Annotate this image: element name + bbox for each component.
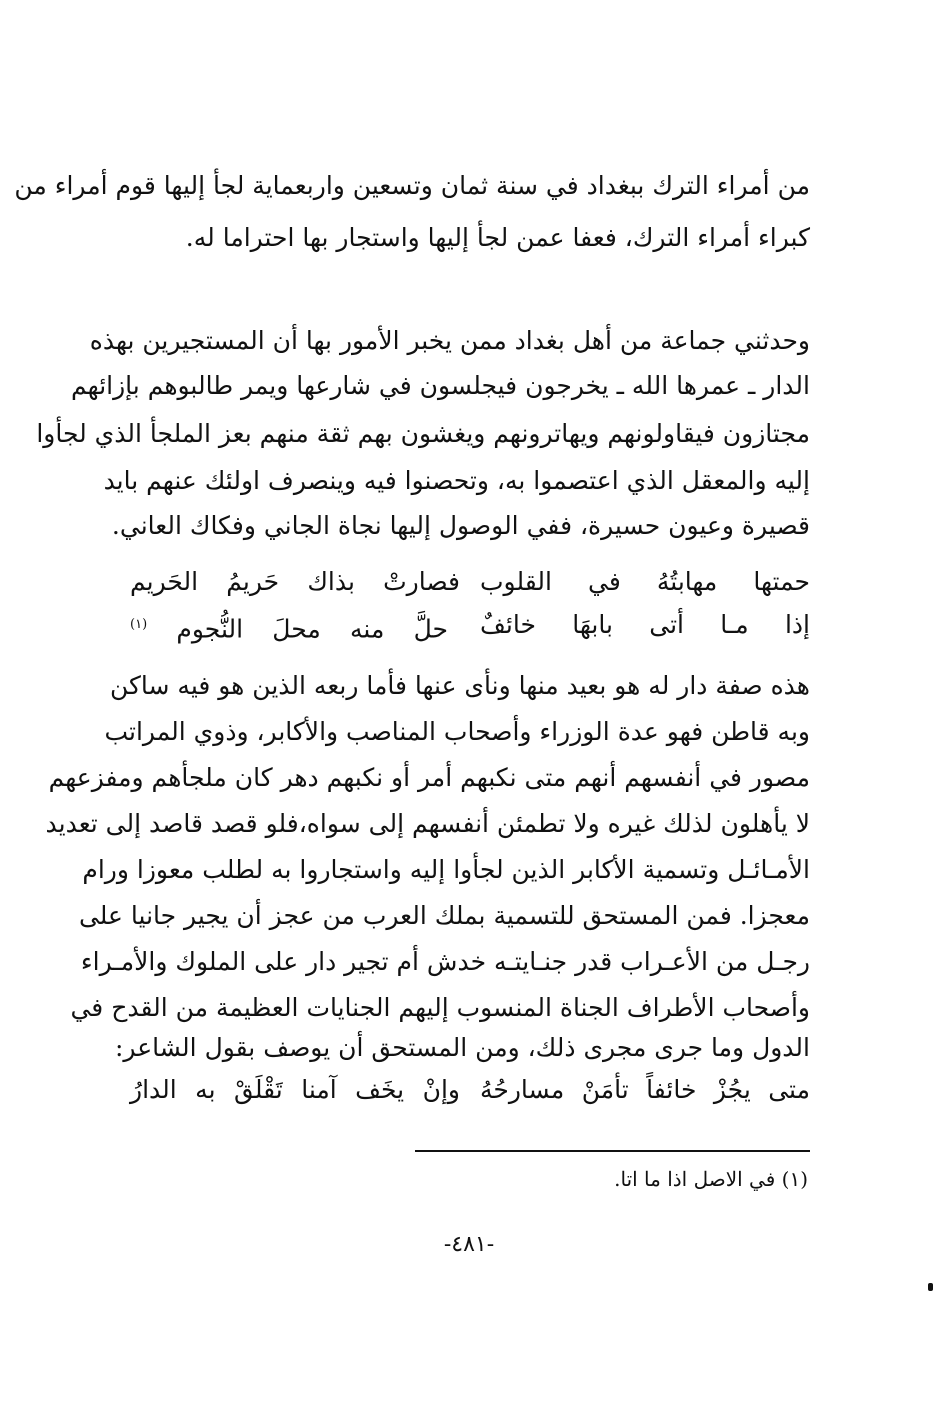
hemistich-left [130,605,448,645]
hemistich-left: فصارتْ بذاك حَريمُ الحَريم [130,567,460,596]
text-line: إليه والمعقل الذي اعتصموا به، وتحصنوا فيه وينصرف اولئك عنهم بايد [103,466,810,495]
hemistich-left: وإنْ يخَف آمنا تَقْلَقْ به الدارُ [130,1075,460,1104]
scan-edge-mark [928,1283,933,1291]
hemistich-left-text: حلَّ منه محلَ النُّجوم [176,614,448,644]
footnote-marker: (١) [130,617,148,632]
text-line: كبراء أمراء الترك، فعفا عمن لجأ إليها واستجار بها احتراما له. [185,223,810,252]
text-line: وبه قاطن فهو عدة الوزراء وأصحاب المناصب والأكابر، وذوي المراتب [104,717,810,746]
text-line: الدول وما جرى مجرى ذلك، ومن المستحق أن يوصف بقول الشاعر: [115,1033,810,1062]
hemistich-right: إذا مـا أتى بابهَا خائفٌ [480,610,810,639]
text-line: وأصحاب الأطراف الجناة المنسوب إليهم الجنايات العظيمة من القدح في [70,993,810,1022]
text-line: وحدثني جماعة من أهل بغداد ممن يخبر الأمور بها أن المستجيرين بهذه [89,326,810,355]
text-line: هذه صفة دار له هو بعيد منها ونأى عنها فأما ربعه الذين هو فيه ساكن [109,671,810,700]
verse-1-line-1 [130,562,810,602]
verse-1-line-2 [130,605,810,645]
verse-2 [130,1070,810,1110]
footnote: (١) في الاصل اذا ما اتا. [614,1167,808,1191]
text-line: قصيرة وعيون حسيرة، ففي الوصول إليها نجاة الجاني وفكاك العاني. [111,511,810,540]
text-line: مجتازون فيقاولونهم ويهاترونهم ويغشون بهم ثقة منهم بعز الملجأ الذي لجأوا [36,419,810,448]
text-line: مصور في أنفسهم أنهم متى نكبهم أمر أو نكبهم دهر كان ملجأهم ومفزعهم [48,763,810,792]
text-line: لا يأهلون لذلك غيره ولا تطمئن أنفسهم إلى سواه،فلو قصد قاصد إلى تعديد [45,809,810,838]
page-number: -٤٨١- [443,1232,495,1257]
hemistich-right: حمتها مهابتُهُ في القلوب [480,567,810,596]
footnote-divider [415,1150,810,1152]
text-line: رجـل من الأعـراب قدر جنـايتـه خدش أم تجير دار على الملوك والأمـراء [80,947,810,976]
text-line: من أمراء الترك ببغداد في سنة ثمان وتسعين واربعماية لجأ إليها قوم أمراء من [14,171,810,200]
text-line: معجزا. فمن المستحق للتسمية بملك العرب من عجز أن يجير جانيا على [78,901,810,930]
hemistich-right: متى يجُزْ خائفاً تأمَنْ مسارحُهُ [480,1075,810,1104]
text-line: الأمـائـل وتسمية الأكابر الذين لجأوا إليه واستجاروا به لطلب معوزا ورام [82,855,810,884]
text-line: الدار ـ عمرها الله ـ يخرجون فيجلسون في شارعها ويمر طالبوهم بإزائهم [71,371,810,400]
